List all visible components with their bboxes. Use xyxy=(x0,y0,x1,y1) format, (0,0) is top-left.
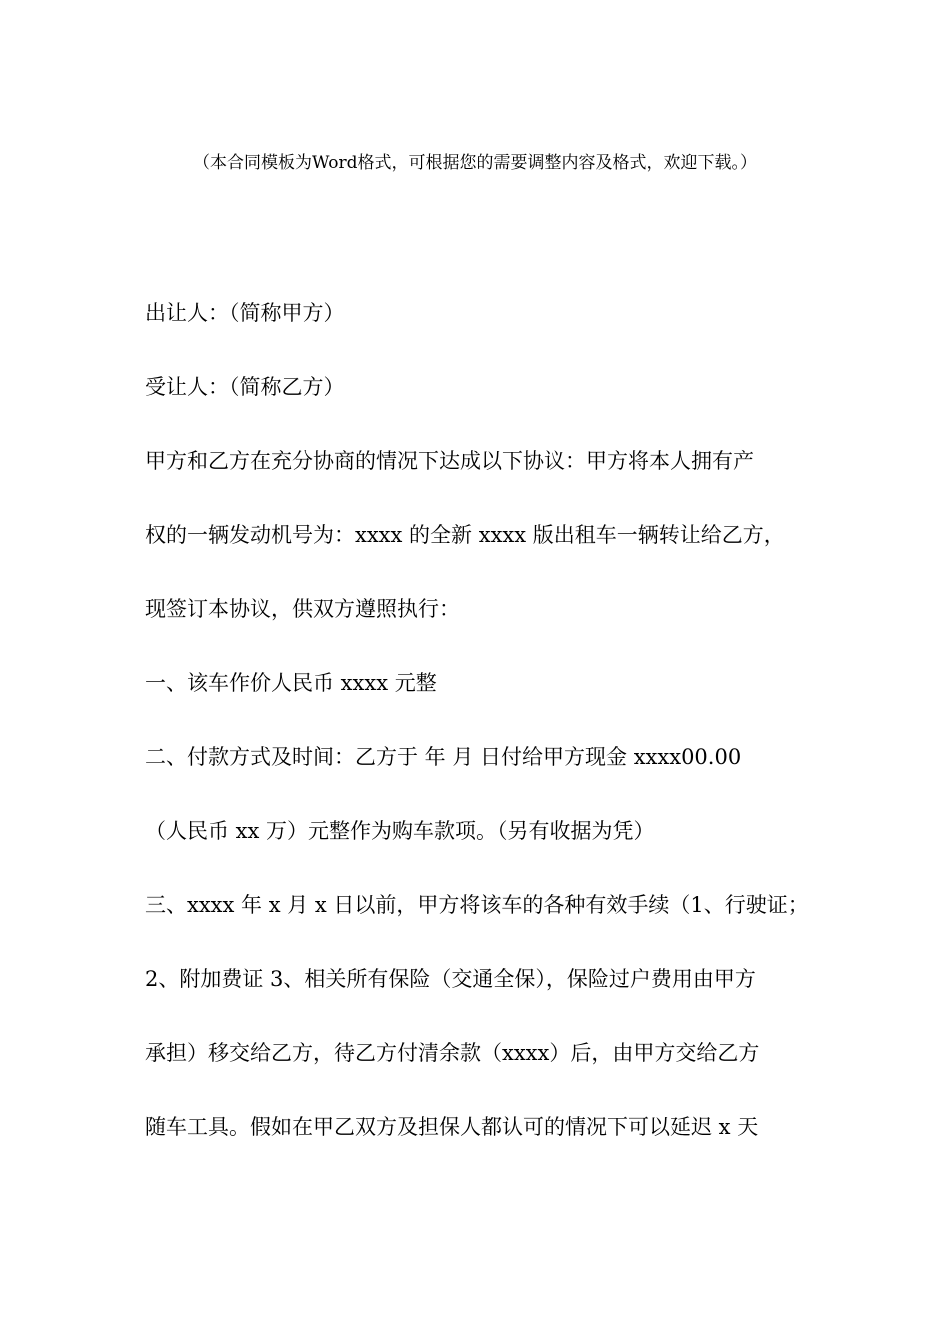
contract-clause-1: 一、该车作价人民币 xxxx 元整 xyxy=(145,671,437,695)
contract-line-preamble-2: 权的一辆发动机号为：xxxx 的全新 xxxx 版出租车一辆转让给乙方， xyxy=(145,523,785,547)
contract-line-transferee: 受让人：（简称乙方） xyxy=(145,375,345,399)
contract-clause-3-line-4: 随车工具。假如在甲乙双方及担保人都认可的情况下可以延迟 x 天 xyxy=(145,1115,759,1139)
contract-clause-3-line-1: 三、xxxx 年 x 月 x 日以前，甲方将该车的各种有效手续（1、行驶证； xyxy=(145,893,809,917)
contract-clause-3-line-2: 2、附加费证 3、相关所有保险（交通全保），保险过户费用由甲方 xyxy=(145,967,756,991)
contract-clause-2-line-1: 二、付款方式及时间：乙方于 年 月 日付给甲方现金 xxxx00.00 xyxy=(145,745,742,769)
contract-line-preamble-1: 甲方和乙方在充分协商的情况下达成以下协议：甲方将本人拥有产 xyxy=(145,449,754,473)
contract-clause-3-line-3: 承担）移交给乙方，待乙方付清余款（xxxx）后，由甲方交给乙方 xyxy=(145,1041,760,1065)
template-note: （本合同模板为Word格式，可根据您的需要调整内容及格式，欢迎下载。） xyxy=(192,153,758,173)
contract-body xyxy=(145,293,845,1181)
contract-clause-2-line-2: （人民币 xx 万）元整作为购车款项。（另有收据为凭） xyxy=(145,819,655,843)
contract-line-transferor: 出让人：（简称甲方） xyxy=(145,301,345,325)
contract-line-preamble-3: 现签订本协议，供双方遵照执行： xyxy=(145,597,460,621)
